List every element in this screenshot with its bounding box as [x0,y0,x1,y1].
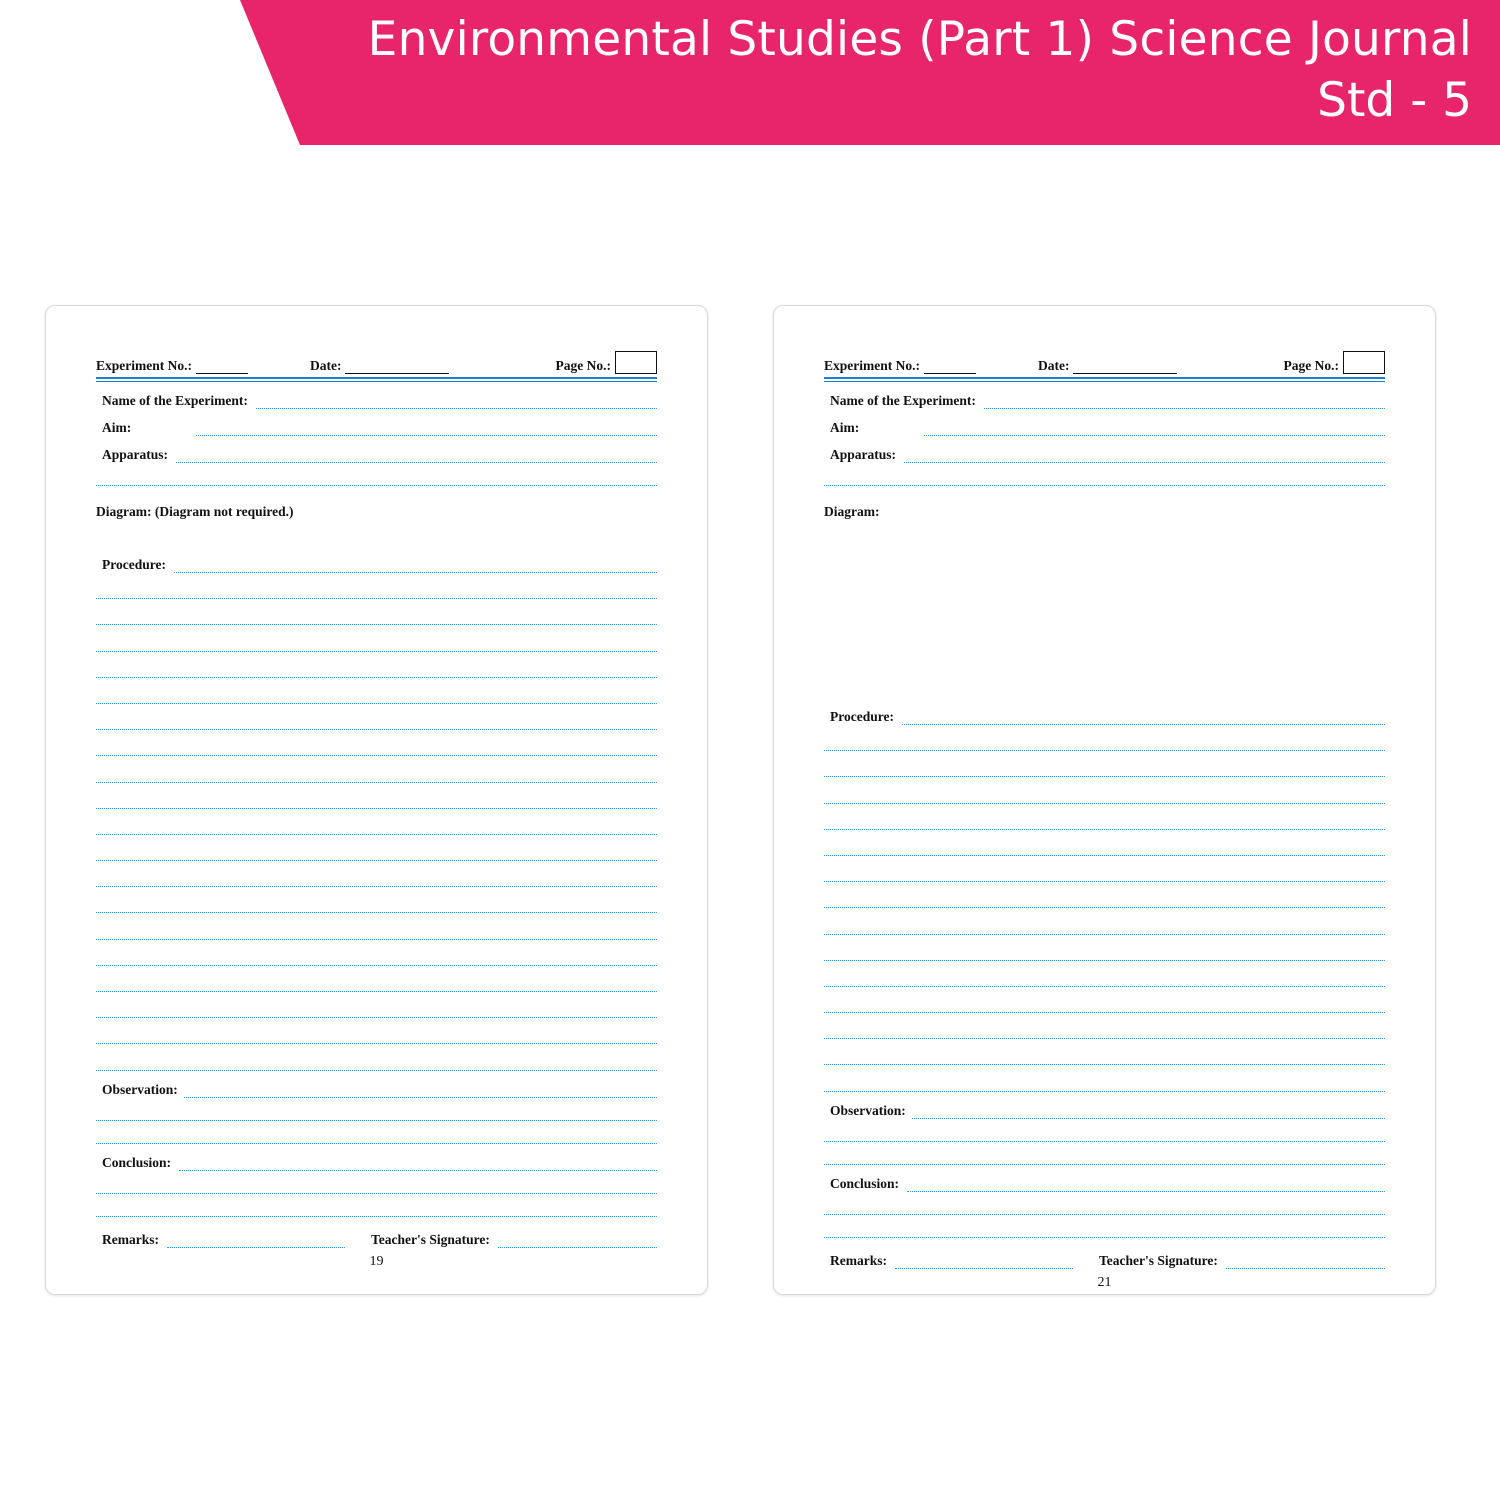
remarks-field[interactable] [167,1236,345,1248]
apparatus-row [96,447,657,463]
aim-label: Aim: [830,420,860,435]
procedure-line[interactable] [96,797,657,809]
remarks-label: Remarks: [830,1252,887,1268]
procedure-line[interactable] [96,587,657,599]
procedure-line[interactable] [824,792,1385,804]
conclusion-line[interactable] [824,1203,1385,1215]
apparatus-field[interactable] [176,451,657,463]
teachers-signature-label: Teacher's Signature: [1099,1252,1218,1268]
experiment-meta-row [96,348,657,374]
procedure-line[interactable] [96,640,657,652]
conclusion-field[interactable] [907,1180,1385,1192]
conclusion-line[interactable] [96,1182,657,1194]
conclusion-row [96,1155,657,1171]
header-title-line2: Std - 5 [1317,73,1472,128]
date-field[interactable] [345,361,449,374]
header-divider-rule [824,377,1385,382]
journal-page-right [773,305,1436,1295]
observation-line[interactable] [96,1109,657,1121]
page-no-label: Page No.: [555,358,611,373]
procedure-row [824,709,1385,725]
header-title-line1: Environmental Studies (Part 1) Science Journal [367,12,1472,67]
header-divider-rule [96,377,657,382]
procedure-line[interactable] [96,692,657,704]
procedure-line[interactable] [96,771,657,783]
procedure-line[interactable] [96,1059,657,1071]
procedure-field[interactable] [902,713,1385,725]
procedure-label: Procedure: [102,557,166,572]
diagram-area[interactable] [824,520,1385,698]
procedure-line[interactable] [824,1027,1385,1039]
procedure-line[interactable] [96,1032,657,1044]
name-of-experiment-row [824,393,1385,409]
procedure-line[interactable] [96,718,657,730]
experiment-meta-row [824,348,1385,374]
procedure-line[interactable] [824,896,1385,908]
conclusion-field[interactable] [179,1159,657,1171]
procedure-line[interactable] [96,744,657,756]
procedure-line[interactable] [96,980,657,992]
signature-row [96,1232,657,1248]
procedure-line[interactable] [96,823,657,835]
procedure-lines [824,739,1385,1091]
experiment-no-label: Experiment No.: [824,358,920,373]
observation-label: Observation: [102,1081,178,1097]
observation-line[interactable] [824,1153,1385,1165]
experiment-no-field[interactable] [196,361,248,374]
procedure-line[interactable] [824,739,1385,751]
procedure-row [96,557,657,573]
procedure-line[interactable] [824,1001,1385,1013]
procedure-line[interactable] [96,928,657,940]
apparatus-field-line-2[interactable] [96,474,657,486]
aim-label: Aim: [102,420,132,435]
procedure-line[interactable] [824,870,1385,882]
diagram-label: Diagram: [824,504,880,519]
procedure-line[interactable] [824,765,1385,777]
experiment-no-field[interactable] [924,361,976,374]
aim-row [824,420,1385,436]
teachers-signature-label: Teacher's Signature: [371,1231,490,1247]
procedure-line[interactable] [824,1053,1385,1065]
conclusion-label: Conclusion: [830,1175,900,1191]
page-no-box[interactable] [1343,351,1385,374]
experiment-no-label: Experiment No.: [96,358,192,373]
diagram-label: Diagram: (Diagram not required.) [96,504,294,519]
procedure-line[interactable] [824,949,1385,961]
procedure-line[interactable] [824,844,1385,856]
apparatus-field-line-2[interactable] [824,474,1385,486]
procedure-line[interactable] [96,875,657,887]
apparatus-field[interactable] [904,451,1385,463]
procedure-line[interactable] [96,901,657,913]
procedure-lines [96,587,657,1070]
procedure-line[interactable] [824,1080,1385,1092]
observation-label: Observation: [830,1102,906,1118]
name-of-experiment-row [96,393,657,409]
observation-field[interactable] [912,1107,1385,1119]
name-of-experiment-label: Name of the Experiment: [830,393,976,408]
diagram-area[interactable] [96,520,657,546]
journal-page-left [45,305,708,1295]
page-header-banner [300,0,1500,145]
apparatus-label: Apparatus: [830,447,897,462]
observation-field[interactable] [184,1086,657,1098]
teachers-signature-field[interactable] [498,1236,657,1248]
procedure-line[interactable] [96,613,657,625]
procedure-line[interactable] [824,975,1385,987]
page-number-right: 21 [1097,1274,1112,1290]
observation-row [96,1082,657,1098]
procedure-line[interactable] [824,818,1385,830]
name-of-experiment-field[interactable] [984,397,1385,409]
signature-row [824,1253,1385,1269]
date-label: Date: [309,358,342,373]
name-of-experiment-field[interactable] [256,397,657,409]
banner-notch [240,0,300,145]
date-field[interactable] [1073,361,1177,374]
apparatus-label: Apparatus: [102,447,169,462]
remarks-field[interactable] [895,1257,1073,1269]
page-no-label: Page No.: [1283,358,1339,373]
page-number-left: 19 [369,1253,384,1269]
observation-row [824,1103,1385,1119]
conclusion-line[interactable] [96,1205,657,1217]
procedure-line[interactable] [96,666,657,678]
aim-field[interactable] [196,424,657,436]
procedure-line[interactable] [824,923,1385,935]
teachers-signature-field[interactable] [1226,1257,1385,1269]
date-label: Date: [1037,358,1070,373]
aim-row [96,420,657,436]
procedure-label: Procedure: [830,709,894,724]
observation-line[interactable] [824,1130,1385,1142]
page-no-box[interactable] [615,351,657,374]
procedure-line[interactable] [96,1006,657,1018]
conclusion-line[interactable] [824,1226,1385,1238]
aim-field[interactable] [924,424,1385,436]
observation-line[interactable] [96,1132,657,1144]
procedure-field[interactable] [174,561,657,573]
apparatus-row [824,447,1385,463]
procedure-line[interactable] [96,849,657,861]
remarks-label: Remarks: [102,1231,159,1247]
conclusion-row [824,1176,1385,1192]
name-of-experiment-label: Name of the Experiment: [102,393,248,408]
conclusion-label: Conclusion: [102,1154,172,1170]
procedure-line[interactable] [96,954,657,966]
